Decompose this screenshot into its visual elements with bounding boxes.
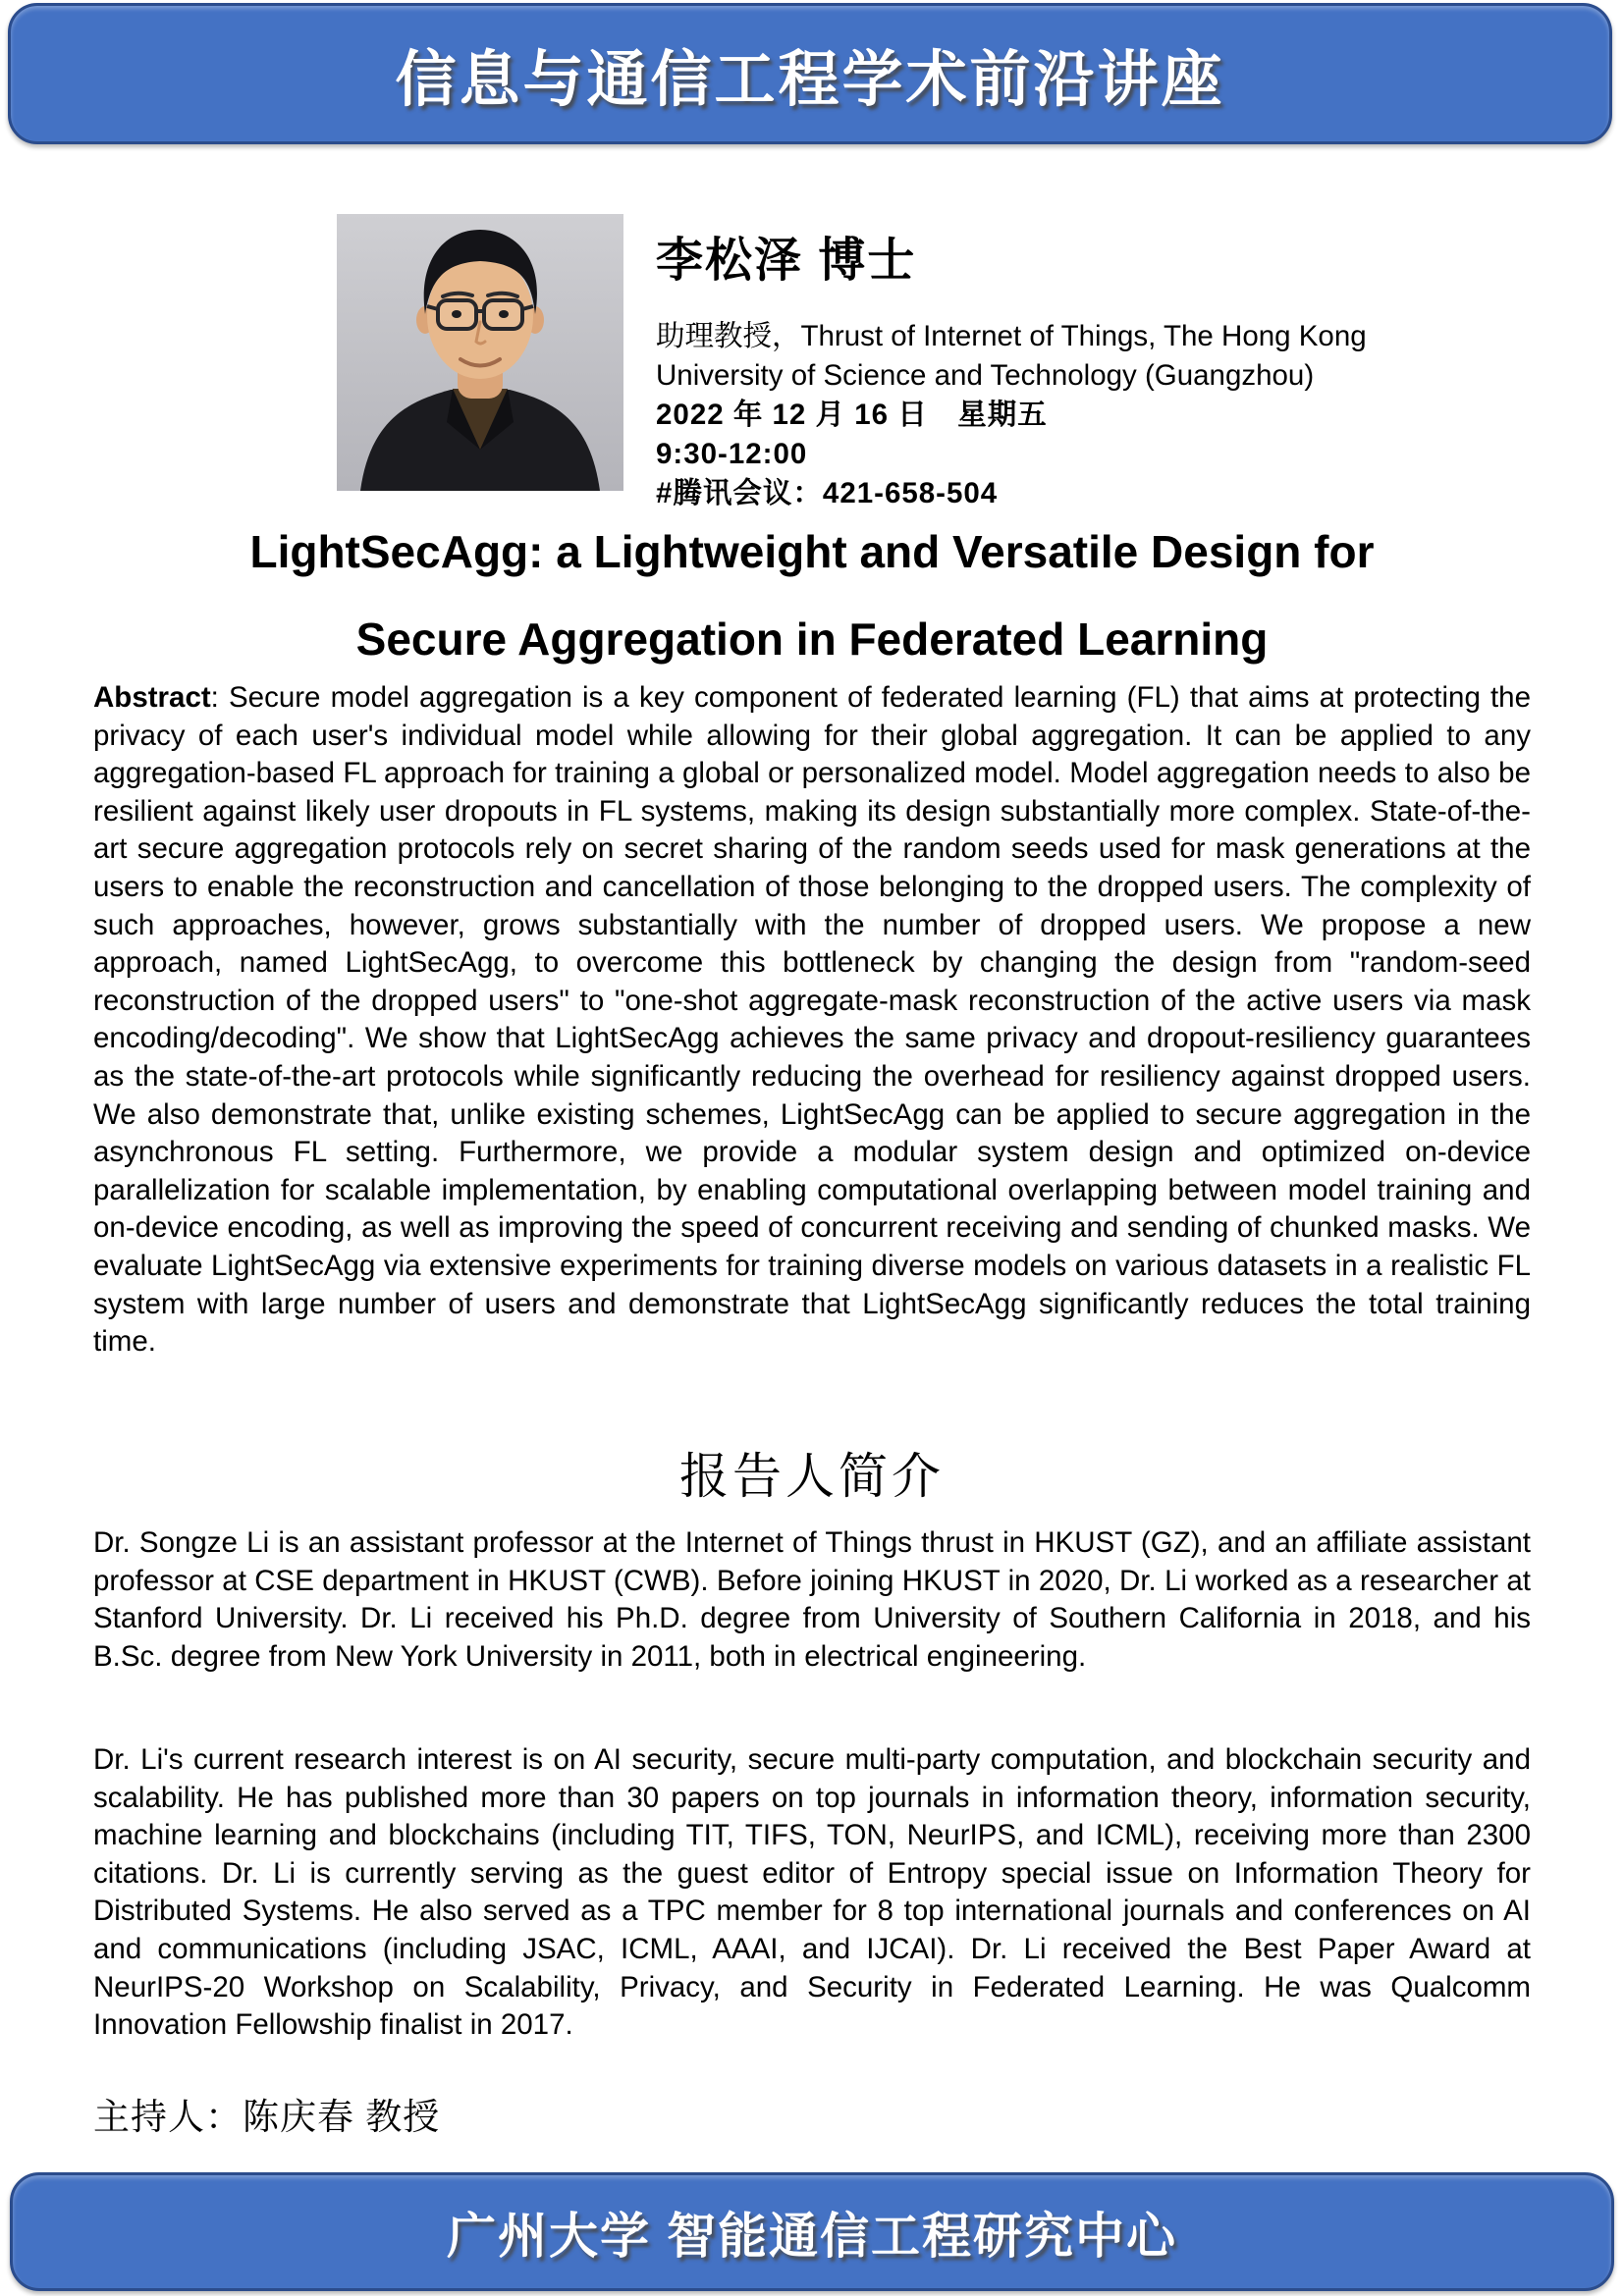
abstract-text: : Secure model aggregation is a key component of federated learning (FL) that aims at protecting the privacy of each user's individual model while allowing for their global aggregation. It can be applied to any aggregation-based FL approach for training a global or personalized model. Model aggregation needs to also be resilient against likely user dropouts in FL systems, making its design substantially more complex. State-of-the-art secure aggregation protocols rely on secret sharing of the random seeds used for mask generations at the users to enable the reconstruction and cancellation of those belonging to the dropped users. The complexity of such approaches, however, grows substantially with the number of dropped users. We propose a new approach, named LightSecAgg, to overcome this bottleneck by changing the design from "random-seed reconstruction of the dropped users" to "one-shot aggregate-mask reconstruction of the active users via mask encoding/decoding". We show that LightSecAgg achieves the same privacy and dropout-resiliency guarantees as the state-of-the-art protocols while significantly reducing the overhead for resiliency against dropped users. We also demonstrate that, unlike existing schemes, LightSecAgg can be applied to secure aggregation in the asynchronous FL setting. Furthermore, we provide a modular system design and optimized on-device parallelization for scalable implementation, by enabling computational overlapping between model training and on-device encoding, as well as improving the speed of concurrent receiving and sending of chunked masks. We evaluate LightSecAgg via extensive experiments for training diverse models on various datasets in a realistic FL system with large number of users and demonstrate that LightSecAgg significantly reduces the total training time. [93,681,1531,1359]
lecture-date: 2022 年 12 月 16 日 星期五 [656,399,1048,431]
abstract-paragraph [93,679,1531,1362]
bio-heading: 报告人简介 [679,1449,945,1504]
talk-title-line1: LightSecAgg: a Lightweight and Versatile Design for [249,526,1375,577]
meeting-id: #腾讯会议：421-658-504 [656,477,999,509]
portrait-illustration [337,214,623,491]
bottom-banner [10,2172,1614,2291]
talk-title-line2: Secure Aggregation in Federated Learning [355,614,1269,665]
speaker-photo [337,214,623,491]
talk-title [0,508,1624,683]
speaker-affiliation-line2: University of Science and Technology (Guangzhou) [656,359,1315,392]
bio-paragraph-1: Dr. Songze Li is an assistant professor at the Internet of Things thrust in HKUST (GZ), and an affiliate assistant professor at CSE department in HKUST (CWB). Before joining HKUST in 2020, Dr. Li worked as a researcher at Stanford University. Dr. Li received his Ph.D. degree from University of Southern California in 2018, and his B.Sc. degree from New York University in 2011, both in electrical engineering. [93,1526,1531,1673]
speaker-info-block [656,222,1500,513]
abstract-label: Abstract [93,681,211,714]
speaker-name: 李松泽 博士 [656,235,917,287]
top-banner [8,3,1612,144]
speaker-affiliation-line1: 助理教授，Thrust of Internet of Things, The Hong Kong [656,320,1367,352]
lecture-time: 9:30-12:00 [656,438,808,470]
bio-paragraph-2: Dr. Li's current research interest is on AI security, secure multi-party computation, and blockchain security and scalability. He has published more than 30 papers on top journals in information theory, information security, machine learning and blockchains (including TIT, TIFS, TON, NeurIPS, and ICML), receiving more than 2300 citations. Dr. Li is currently serving as the guest editor of Entropy special issue on Information Theory for Distributed Systems. He also served as a TPC member for 8 top international journals and conferences on AI and communications (including JSAC, ICML, AAAI, and IJCAI). Dr. Li received the Best Paper Award at NeurIPS-20 Workshop on Scalability, Privacy, and Security in Federated Learning. He was Qualcomm Innovation Fellowship finalist in 2017. [93,1743,1531,2042]
top-banner-title: 信息与通信工程学术前沿讲座 [395,45,1225,114]
bottom-banner-title: 广州大学 智能通信工程研究中心 [447,2208,1177,2264]
host-line: 主持人：陈庆春 教授 [93,2097,441,2137]
